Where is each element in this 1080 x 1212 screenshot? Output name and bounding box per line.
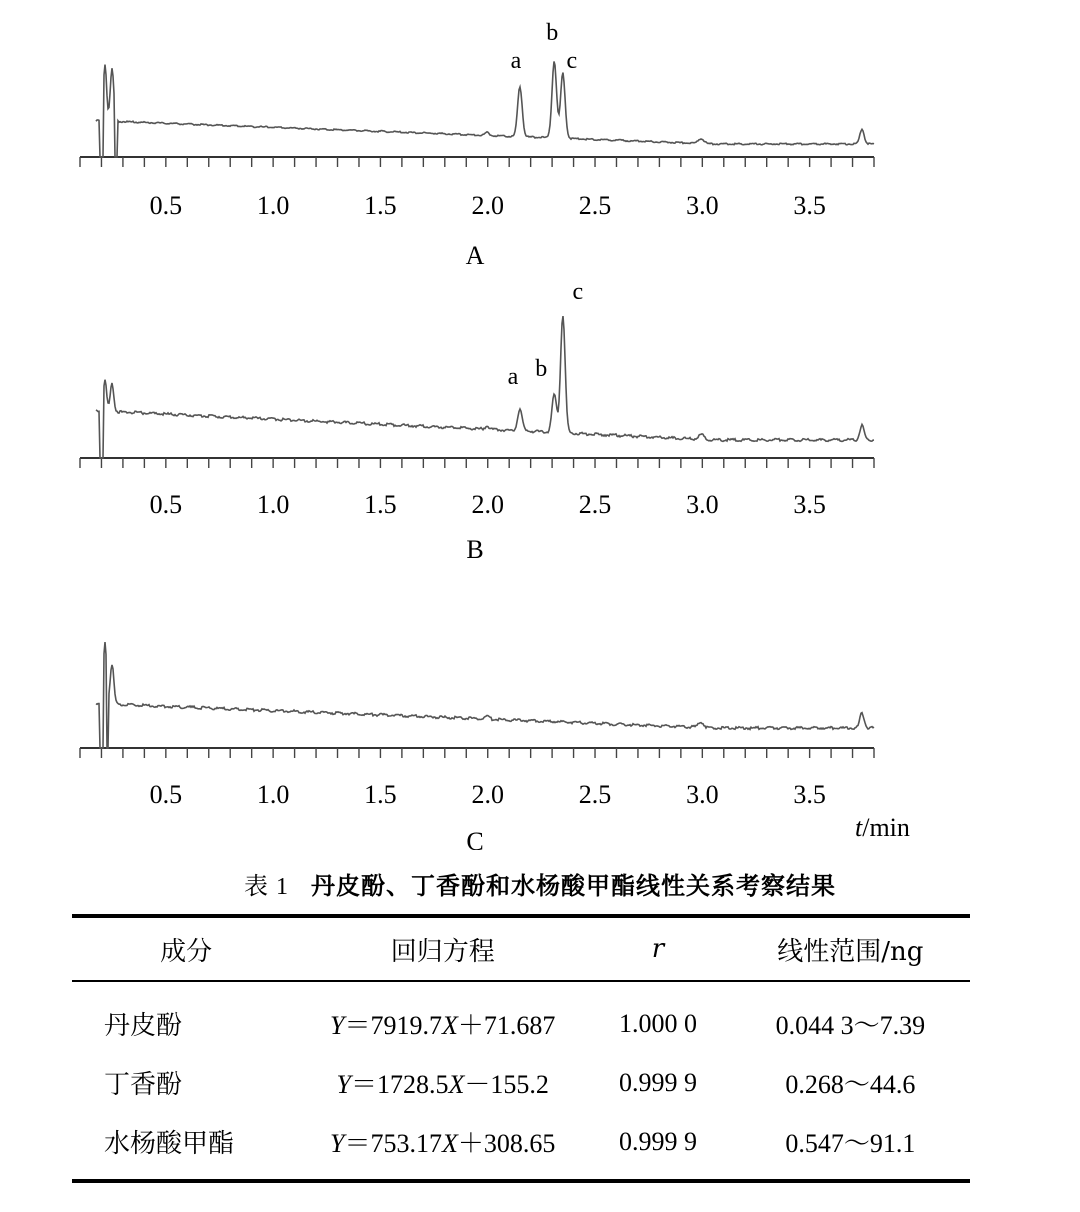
table-row <box>72 981 970 1053</box>
x-tick-label: 2.0 <box>471 780 504 809</box>
table-title <box>0 866 1080 901</box>
x-tick-label: 2.0 <box>471 191 504 220</box>
row-equation: Y＝7919.7X＋71.687 <box>330 1011 556 1040</box>
x-tick-label: 3.5 <box>793 780 826 809</box>
header-component: 成分 <box>160 936 213 967</box>
x-tick-label: 2.0 <box>471 490 504 519</box>
peak-label-b: b <box>546 20 559 46</box>
header-regression: 回归方程 <box>390 936 495 967</box>
chromatogram-panel-C <box>80 642 910 850</box>
row-equation: Y＝1728.5X－155.2 <box>336 1070 549 1099</box>
x-tick-label: 1.5 <box>364 490 397 519</box>
x-tick-label: 1.0 <box>256 191 290 220</box>
row-range: 0.268～44.6 <box>785 1070 916 1099</box>
x-tick-label: 0.5 <box>149 780 183 809</box>
x-tick-label: 3.5 <box>793 490 826 519</box>
chromatogram-trace <box>96 642 874 748</box>
table-number: 表 1 <box>244 874 289 900</box>
row-component: 水杨酸甲酯 <box>104 1129 235 1159</box>
peak-label-c: c <box>566 48 578 74</box>
linearity-table <box>72 914 970 1183</box>
row-component: 丹皮酚 <box>104 1011 183 1041</box>
x-tick-label: 1.5 <box>364 191 397 220</box>
row-equation: Y＝753.17X＋308.65 <box>330 1129 556 1158</box>
peak-label-a: a <box>507 364 519 390</box>
row-range: 0.547～91.1 <box>785 1129 916 1158</box>
panel-label: B <box>466 535 484 564</box>
x-tick-label: 0.5 <box>149 490 183 519</box>
x-tick-label: 1.0 <box>256 490 290 519</box>
header-linear-range: 线性范围/ng <box>777 936 924 967</box>
panel-label: C <box>466 827 484 850</box>
row-r: 0.999 9 <box>618 1067 697 1097</box>
chromatogram-panel-A <box>80 20 874 270</box>
row-r: 0.999 9 <box>618 1126 697 1156</box>
x-tick-label: 2.5 <box>578 780 612 809</box>
x-tick-label: 0.5 <box>149 191 183 220</box>
peak-label-c: c <box>572 279 584 305</box>
table-row <box>72 1112 970 1181</box>
header-r: r <box>651 934 665 964</box>
x-tick-label: 2.5 <box>578 490 612 519</box>
table-row <box>72 1053 970 1112</box>
table-title-text: 丹皮酚、丁香酚和水杨酸甲酯线性关系考察结果 <box>311 872 836 900</box>
row-range: 0.044 3～7.39 <box>775 1011 926 1040</box>
x-unit-label: t/min <box>855 813 910 842</box>
x-tick-label: 1.0 <box>256 780 290 809</box>
x-tick-label: 3.0 <box>686 490 719 519</box>
chromatogram-trace <box>96 316 874 458</box>
chromatogram-trace <box>96 61 874 157</box>
row-r: 1.000 0 <box>618 1008 697 1038</box>
peak-label-b: b <box>535 356 548 382</box>
x-tick-label: 1.5 <box>364 780 397 809</box>
peak-label-a: a <box>510 48 522 74</box>
x-tick-label: 3.5 <box>793 191 826 220</box>
chromatogram-panel-B <box>80 279 874 564</box>
row-component: 丁香酚 <box>104 1070 183 1100</box>
table-header-row <box>72 916 970 981</box>
x-tick-label: 3.0 <box>686 191 719 220</box>
x-tick-label: 2.5 <box>578 191 612 220</box>
panel-label: A <box>465 241 485 270</box>
x-tick-label: 3.0 <box>686 780 719 809</box>
